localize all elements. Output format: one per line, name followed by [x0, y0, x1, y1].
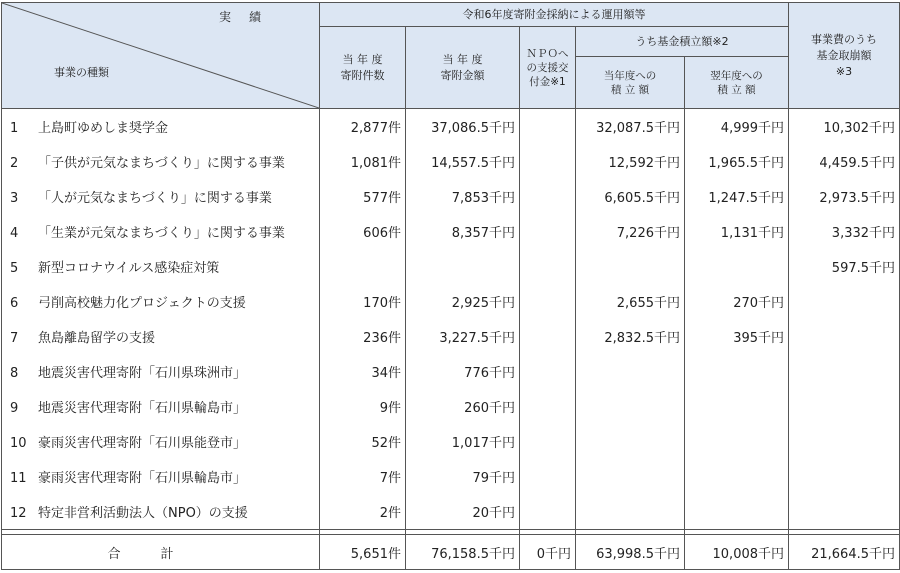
row-category-cell	[2, 494, 320, 530]
cell-npo	[520, 424, 576, 459]
table-row	[2, 459, 900, 494]
cell-npo	[520, 179, 576, 214]
cell-fund-next	[685, 459, 789, 494]
cell-npo	[520, 319, 576, 354]
cell-withdraw	[789, 319, 900, 354]
cell-amount: 8,357千円	[406, 214, 520, 249]
cell-fund-next	[685, 249, 789, 284]
cell-npo	[520, 144, 576, 179]
row-number: 4	[10, 226, 19, 241]
row-number: 1	[10, 121, 19, 136]
cell-amount: 20千円	[406, 494, 520, 530]
cell-fund-next: 270千円	[685, 284, 789, 319]
header-fund-current-year: 当年度への 積 立 額	[576, 57, 685, 109]
cell-amount: 2,925千円	[406, 284, 520, 319]
cell-withdraw	[789, 494, 900, 530]
total-fund-cur: 63,998.5千円	[576, 535, 685, 570]
table-row	[2, 389, 900, 424]
row-category-cell	[2, 284, 320, 319]
cell-count: 7件	[320, 459, 406, 494]
cell-fund-next: 395千円	[685, 319, 789, 354]
row-category-cell	[2, 249, 320, 284]
total-fund-next: 10,008千円	[685, 535, 789, 570]
cell-withdraw	[789, 459, 900, 494]
cell-count: 577件	[320, 179, 406, 214]
cell-amount: 79千円	[406, 459, 520, 494]
row-number: 11	[10, 471, 27, 486]
cell-count: 170件	[320, 284, 406, 319]
cell-npo	[520, 389, 576, 424]
cell-fund-cur	[576, 494, 685, 530]
row-category-name: 地震災害代理寄附「石川県輪島市」	[38, 401, 247, 416]
cell-withdraw	[789, 354, 900, 389]
cell-fund-cur: 12,592千円	[576, 144, 685, 179]
table-row	[2, 354, 900, 389]
cell-npo	[520, 214, 576, 249]
cell-amount: 14,557.5千円	[406, 144, 520, 179]
cell-npo	[520, 494, 576, 530]
cell-fund-next: 1,965.5千円	[685, 144, 789, 179]
corner-header-category: 事業の種類	[54, 66, 109, 79]
row-category-name: 「子供が元気なまちづくり」に関する事業	[38, 156, 285, 171]
cell-amount	[406, 249, 520, 284]
row-number: 3	[10, 191, 19, 206]
row-category-name: 豪雨災害代理寄附「石川県輪島市」	[38, 471, 247, 486]
cell-count: 236件	[320, 319, 406, 354]
corner-header-cell	[2, 3, 320, 109]
header-fund-group: うち基金積立額※2	[576, 27, 789, 57]
row-number: 5	[10, 261, 19, 276]
corner-header-results: 実績	[218, 10, 279, 24]
cell-amount: 776千円	[406, 354, 520, 389]
table-row	[2, 179, 900, 214]
total-npo: 0千円	[520, 535, 576, 570]
cell-npo	[520, 109, 576, 145]
cell-count: 2,877件	[320, 109, 406, 145]
row-category-name: 弓削高校魅力化プロジェクトの支援	[38, 296, 246, 311]
header-fund-withdrawal: 事業費のうち 基金取崩額 ※3	[789, 3, 900, 109]
cell-amount: 7,853千円	[406, 179, 520, 214]
row-category-cell	[2, 179, 320, 214]
table-row	[2, 249, 900, 284]
table-row	[2, 144, 900, 179]
cell-fund-next: 4,999千円	[685, 109, 789, 145]
row-category-cell	[2, 459, 320, 494]
cell-withdraw	[789, 424, 900, 459]
cell-count: 9件	[320, 389, 406, 424]
row-category-name: 地震災害代理寄附「石川県珠洲市」	[38, 366, 247, 381]
cell-count: 1,081件	[320, 144, 406, 179]
cell-count	[320, 249, 406, 284]
table-row	[2, 494, 900, 530]
cell-withdraw: 2,973.5千円	[789, 179, 900, 214]
cell-fund-next	[685, 424, 789, 459]
row-category-cell	[2, 354, 320, 389]
cell-count: 2件	[320, 494, 406, 530]
cell-fund-next: 1,247.5千円	[685, 179, 789, 214]
cell-fund-cur	[576, 459, 685, 494]
cell-fund-cur	[576, 424, 685, 459]
cell-withdraw	[789, 389, 900, 424]
cell-fund-cur	[576, 354, 685, 389]
cell-npo	[520, 284, 576, 319]
cell-count: 34件	[320, 354, 406, 389]
row-category-cell	[2, 389, 320, 424]
row-category-cell	[2, 109, 320, 145]
row-category-name: 上島町ゆめしま奨学金	[38, 121, 169, 136]
row-category-cell	[2, 214, 320, 249]
row-number: 9	[10, 401, 19, 416]
cell-withdraw	[789, 284, 900, 319]
cell-npo	[520, 354, 576, 389]
cell-fund-next	[685, 494, 789, 530]
header-fund-next-year: 翌年度への 積 立 額	[685, 57, 789, 109]
cell-fund-cur	[576, 389, 685, 424]
row-category-cell	[2, 319, 320, 354]
cell-amount: 37,086.5千円	[406, 109, 520, 145]
cell-fund-cur	[576, 249, 685, 284]
row-number: 2	[10, 156, 19, 171]
cell-fund-cur: 7,226千円	[576, 214, 685, 249]
cell-amount: 1,017千円	[406, 424, 520, 459]
cell-fund-cur: 2,655千円	[576, 284, 685, 319]
row-category-name: 豪雨災害代理寄附「石川県能登市」	[38, 436, 247, 451]
header-donation-amount: 当 年 度 寄附金額	[406, 27, 520, 109]
cell-amount: 3,227.5千円	[406, 319, 520, 354]
group-header-usage: 令和6年度寄附金採納による運用額等	[320, 3, 789, 27]
table-body	[2, 109, 900, 570]
total-withdraw: 21,664.5千円	[789, 535, 900, 570]
cell-withdraw: 4,459.5千円	[789, 144, 900, 179]
total-count: 5,651件	[320, 535, 406, 570]
cell-withdraw: 3,332千円	[789, 214, 900, 249]
table-row	[2, 284, 900, 319]
row-category-name: 新型コロナウイルス感染症対策	[38, 261, 220, 276]
row-category-name: 特定非営利活動法人（NPO）の支援	[38, 506, 248, 521]
cell-fund-cur: 32,087.5千円	[576, 109, 685, 145]
cell-fund-cur: 2,832.5千円	[576, 319, 685, 354]
row-number: 12	[10, 506, 27, 521]
cell-npo	[520, 249, 576, 284]
total-label: 合計	[2, 535, 320, 570]
row-category-name: 「人が元気なまちづくり」に関する事業	[38, 191, 272, 206]
table-row	[2, 109, 900, 145]
row-category-cell	[2, 424, 320, 459]
row-number: 6	[10, 296, 19, 311]
table-row	[2, 424, 900, 459]
header-donation-count: 当 年 度 寄附件数	[320, 27, 406, 109]
row-number: 8	[10, 366, 19, 381]
row-category-name: 「生業が元気なまちづくり」に関する事業	[38, 226, 285, 241]
cell-withdraw: 597.5千円	[789, 249, 900, 284]
cell-fund-next: 1,131千円	[685, 214, 789, 249]
header-npo-grant: ＮＰＯへ の支援交 付金※1	[520, 27, 576, 109]
cell-withdraw: 10,302千円	[789, 109, 900, 145]
cell-fund-next	[685, 389, 789, 424]
row-category-name: 魚島離島留学の支援	[38, 331, 156, 346]
cell-fund-next	[685, 354, 789, 389]
cell-count: 606件	[320, 214, 406, 249]
row-category-cell	[2, 144, 320, 179]
cell-npo	[520, 459, 576, 494]
row-number: 7	[10, 331, 19, 346]
cell-amount: 260千円	[406, 389, 520, 424]
total-row	[2, 535, 900, 570]
donation-usage-table	[1, 2, 900, 570]
cell-count: 52件	[320, 424, 406, 459]
table-row	[2, 319, 900, 354]
table-row	[2, 214, 900, 249]
cell-fund-cur: 6,605.5千円	[576, 179, 685, 214]
total-amount: 76,158.5千円	[406, 535, 520, 570]
row-number: 10	[10, 436, 27, 451]
